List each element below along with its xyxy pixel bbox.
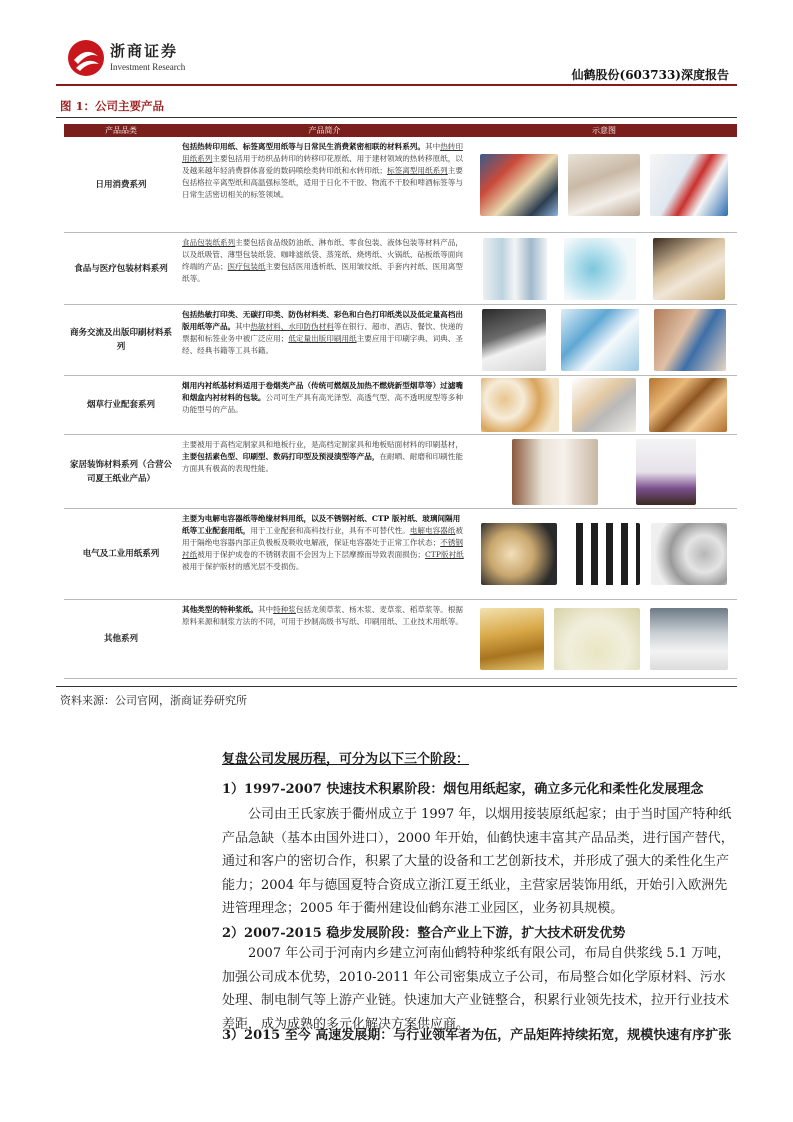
stage-1-title: 1）1997-2007 快速技术积累阶段：烟包用纸起家，确立多元化和柔性化发展理念 bbox=[222, 782, 704, 797]
product-description bbox=[178, 305, 471, 375]
description-segment: 公司可生产具有高光泽型、高透气型、高不透明度型等多种功能型号的产品。 bbox=[182, 392, 463, 414]
description-segment: 等在银行、超市、酒店、餐饮、快递的票据和标签业务中被广泛应用； bbox=[182, 321, 463, 343]
description-segment: 不锈钢衬纸 bbox=[182, 537, 463, 559]
product-description bbox=[178, 509, 471, 599]
description-segment: 包括热敏打印类、无碳打印类、防伪材料类、彩色和白色打印纸类以及低定量高档出版用纸等产品。 bbox=[182, 310, 463, 331]
stage-2-title: 2）2007-2015 稳步发展阶段：整合产业上下游，扩大技术研发优势 bbox=[222, 926, 626, 941]
product-photo-icon bbox=[482, 309, 546, 371]
description-segment: 电解电容器纸 bbox=[409, 525, 456, 535]
product-photo-icon bbox=[572, 378, 636, 432]
table-row bbox=[64, 137, 737, 233]
product-photo-icon bbox=[651, 523, 727, 585]
description-segment: 热敏材料、水印防伪材料 bbox=[250, 321, 334, 331]
description-segment: 主要包括医用透析纸、医用皱纹纸、手套内衬纸、医用离型纸等。 bbox=[182, 261, 463, 283]
product-table bbox=[64, 124, 737, 679]
description-segment: 主要包括食品级防油纸、淋布纸、零食包装、液体包装等材料产品，以及纸吸管、薄型包装纸袋、咖啡滤纸袋、蒸笼纸、烧烤纸、火锅纸、砧板纸等面向终端的产品； bbox=[182, 238, 463, 271]
product-category: 家居装饰材料系列（合营公司夏王纸业产品） bbox=[69, 459, 172, 484]
product-category: 烟草行业配套系列 bbox=[86, 400, 155, 410]
description-segment: 其中 bbox=[425, 142, 441, 151]
table-row bbox=[64, 233, 737, 305]
stage-1-paragraph: 公司由王氏家族于衢州成立于 1997 年，以烟用接装原纸起家；由于当时国产特种纸产品急缺（基本由国外进口），2000 年开始，仙鹤快速丰富其产品品类，进行国产替代，通过和客户的密切合作，积累了大量的设备和工艺创新技术，并形成了强大的柔性化生产能力；2004 年与德国夏特合资成立浙江夏王纸业，主营家居装饰用纸，开始引入欧洲先进管理理念；2005 年于衢州建设仙鹤东港工业园区，业务初具规模。 bbox=[222, 807, 734, 916]
description-segment: 食品包装纸系列 bbox=[182, 238, 236, 247]
product-photo-icon bbox=[554, 608, 640, 670]
description-segment: 被用于隔绝电容器内部正负极板及吸收电解液，保证电容器处于正常工作状态； bbox=[182, 525, 463, 547]
logo-text-en: Investment Research bbox=[110, 62, 186, 72]
product-photo-icon bbox=[481, 523, 557, 585]
product-description bbox=[178, 435, 471, 508]
figure-title: 图 1：公司主要产品 bbox=[60, 99, 165, 113]
description-segment: 主要被用于高档定制家具和地板行业，是高档定制家具和地板贴面材料的印刷基材， bbox=[182, 440, 463, 449]
product-photo-icon bbox=[561, 309, 639, 371]
table-row bbox=[64, 509, 737, 600]
product-photo-icon bbox=[564, 238, 636, 300]
logo-text-cn: 浙商证券 bbox=[110, 42, 179, 60]
section-heading: 复盘公司发展历程，可分为以下三个阶段： bbox=[222, 752, 470, 767]
product-images bbox=[471, 600, 737, 678]
product-photo-icon bbox=[649, 378, 727, 432]
product-photo-icon bbox=[512, 439, 598, 505]
column-header: 产品简介 bbox=[308, 126, 341, 135]
stage-2-paragraph: 2007 年公司于河南内乡建立河南仙鹤特种浆纸有限公司，布局自供浆线 5.1 万吨，加强公司成本优势，2010-2011 年公司密集成立子公司，布局整合如化学原材料、污水处理、制电制气等上游产业链。快速加大产业链整合，积累行业领先技术，拉开行业技术差距，成为成熟的多元化解决方案供应商。 bbox=[222, 946, 731, 1032]
description-segment: 烟用内衬纸基材料适用于卷烟类产品（传统可燃烟及加热不燃烧新型烟草等）过滤嘴和烟盒内衬材料的包装。 bbox=[182, 381, 463, 402]
product-category: 日用消费系列 bbox=[95, 179, 147, 190]
company-logo-icon bbox=[66, 38, 106, 78]
description-segment: 包括热转印用纸、标签离型用纸等与日常民生消费紧密相联的材料系列。 bbox=[182, 142, 425, 151]
description-segment: 被用于保护成卷的不锈钢表面不会因为上下层摩擦而导致表面损伤； bbox=[197, 549, 425, 559]
product-description bbox=[178, 137, 471, 232]
description-segment: 其中 bbox=[235, 321, 251, 331]
column-header: 示意图 bbox=[592, 126, 616, 135]
product-category: 其他系列 bbox=[103, 634, 138, 644]
product-photo-icon bbox=[650, 154, 728, 216]
report-title: 仙鹤股份(603733)深度报告 bbox=[571, 68, 729, 82]
description-segment: 主要包括用于纺织品转印的转移印花原纸、用于建材领域的热转移原纸，以及越来越年轻消费群体喜爱的数码喷绘类转印纸和水转印纸； bbox=[182, 153, 463, 175]
stage-3-title: 3）2015 至今 高速发展期：与行业领军者为伍，产品矩阵持续拓宽，规模快速有序扩张 bbox=[222, 1028, 732, 1043]
figure-source: 资料来源：公司官网，浙商证券研究所 bbox=[60, 694, 247, 707]
product-description bbox=[178, 600, 471, 678]
product-photo-icon bbox=[480, 154, 558, 216]
source-divider bbox=[56, 686, 737, 687]
product-photo-icon bbox=[481, 378, 559, 432]
page-header bbox=[0, 0, 793, 90]
description-segment: 主要为电解电容器纸等绝缘材料用纸，以及不锈钢衬纸、CTP 版衬纸、玻璃间隔用纸等工业配套用纸， bbox=[182, 514, 461, 535]
description-segment: 被用于保护版材的感光层不受损伤。 bbox=[182, 561, 304, 571]
description-segment: 其他类型的特种浆纸。 bbox=[182, 605, 258, 614]
product-photo-icon bbox=[653, 238, 725, 300]
table-row bbox=[64, 376, 737, 435]
table-row bbox=[64, 305, 737, 376]
description-segment: 其中 bbox=[257, 605, 274, 614]
product-images bbox=[471, 137, 737, 232]
description-segment: 主要包括格拉辛离型纸和高温强标签纸，适用于日化不干胶、物流不干胶和啤酒标签等与日常生活密切相关的标签领域。 bbox=[182, 165, 463, 199]
description-segment: 热转印用纸系列 bbox=[182, 142, 463, 163]
product-description bbox=[178, 376, 471, 434]
product-photo-icon bbox=[483, 238, 547, 300]
description-segment: 标签离型用纸系列 bbox=[387, 165, 448, 175]
table-row bbox=[64, 600, 737, 679]
description-segment: 医疗包装纸 bbox=[227, 261, 266, 271]
description-segment: 特种浆 bbox=[273, 605, 296, 614]
description-segment: 用于工业配套和高科技行业，具有不可替代性。 bbox=[250, 525, 410, 535]
product-description bbox=[178, 233, 471, 304]
product-images bbox=[471, 509, 737, 599]
product-category: 食品与医疗包装材料系列 bbox=[74, 263, 168, 274]
product-images bbox=[471, 233, 737, 304]
table-header bbox=[64, 124, 737, 137]
description-segment: 包括龙须草浆、杨木浆、麦草浆、稻草浆等。根据原料来源和制浆方法的不同，可用于抄制高级书写纸、印刷用纸、工业技术用纸等。 bbox=[182, 605, 463, 626]
product-category: 商务交流及出版印刷材料系列 bbox=[69, 328, 172, 352]
table-row bbox=[64, 435, 737, 509]
description-segment: 主要包括素色型、印刷型、数码打印型及预浸渍型等产品， bbox=[182, 451, 380, 461]
product-photo-icon bbox=[654, 309, 726, 371]
description-segment: 主要应用于印刷字典、词典、圣经、经典书籍等工具书籍。 bbox=[182, 333, 463, 355]
product-photo-icon bbox=[636, 439, 696, 505]
description-segment: CTP版衬纸 bbox=[425, 549, 464, 559]
product-category: 电气及工业用纸系列 bbox=[82, 549, 160, 559]
product-photo-icon bbox=[568, 154, 640, 216]
product-images bbox=[471, 305, 737, 375]
product-photo-icon bbox=[568, 523, 640, 585]
column-header: 产品品类 bbox=[105, 126, 137, 135]
figure-title-divider bbox=[56, 117, 737, 118]
product-photo-icon bbox=[650, 608, 728, 670]
product-photo-icon bbox=[480, 608, 544, 670]
product-images bbox=[471, 376, 737, 434]
header-divider bbox=[56, 84, 737, 86]
product-images bbox=[471, 435, 737, 508]
description-segment: 在耐晒、耐磨和印刷性能方面具有极高的表现性能。 bbox=[182, 451, 463, 473]
description-segment: 低定量出版印刷用纸 bbox=[288, 333, 357, 343]
